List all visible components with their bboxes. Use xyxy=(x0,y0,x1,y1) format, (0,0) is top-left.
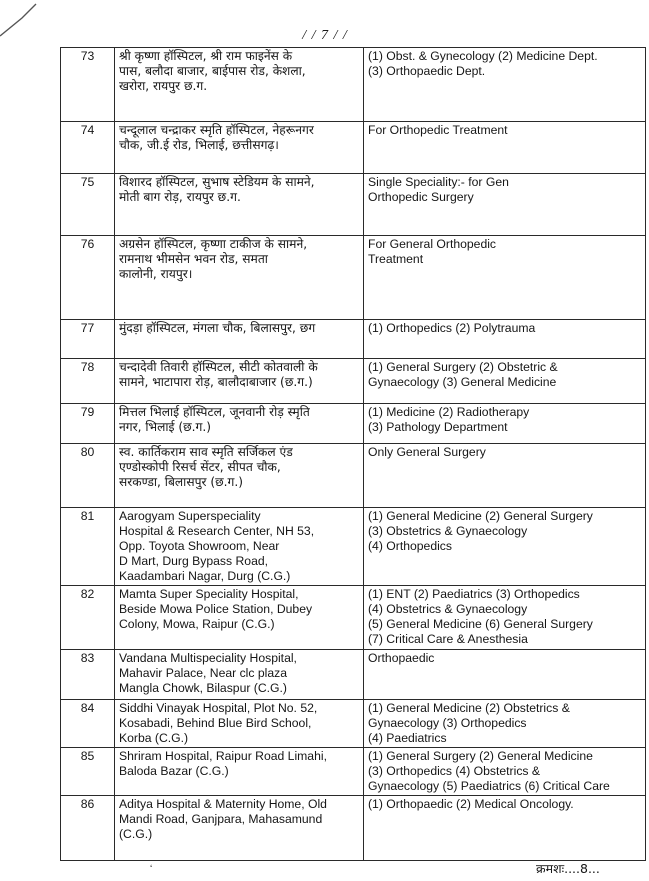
speciality-line: Treatment xyxy=(368,252,424,266)
table-row xyxy=(61,48,646,122)
address-line: Vandana Multispeciality Hospital, xyxy=(119,651,297,665)
speciality-line: For Orthopedic Treatment xyxy=(368,123,508,137)
hospital-table xyxy=(60,47,646,861)
address-line: (C.G.) xyxy=(119,827,153,841)
address-line: सामने, भाटापारा रोड़, बालौदाबाजार (छ.ग.) xyxy=(119,375,313,389)
speciality-cell xyxy=(364,650,646,700)
address-line: Siddhi Vinayak Hospital, Plot No. 52, xyxy=(119,701,318,715)
serial-number: 80 xyxy=(61,444,115,508)
hospital-name-address xyxy=(115,122,364,174)
speciality-line: (5) General Medicine (6) General Surgery xyxy=(368,617,593,631)
serial-number: 74 xyxy=(61,122,115,174)
hospital-name-address xyxy=(115,404,364,444)
speciality-cell xyxy=(364,700,646,748)
table-row xyxy=(61,748,646,796)
hospital-name-address xyxy=(115,796,364,861)
table-row xyxy=(61,586,646,650)
address-line: चन्दूलाल चन्द्राकर स्मृति हॉस्पिटल, नेहरूनगर xyxy=(119,123,314,137)
serial-number: 85 xyxy=(61,748,115,796)
serial-number: 73 xyxy=(61,48,115,122)
speciality-line: (3) Orthopaedic Dept. xyxy=(368,64,486,78)
address-line: स्व. कार्तिकराम साव स्मृति सर्जिकल एंड xyxy=(119,445,293,459)
speciality-cell xyxy=(364,586,646,650)
hospital-name-address xyxy=(115,748,364,796)
speciality-line: Single Speciality:- for Gen xyxy=(368,175,509,189)
speciality-line: (1) General Surgery (2) General Medicine xyxy=(368,749,593,763)
speciality-line: (3) Obstetrics & Gynaecology xyxy=(368,524,528,538)
address-line: चन्दादेवी तिवारी हॉस्पिटल, सीटी कोतवाली के xyxy=(119,360,318,374)
address-line: मुंदड़ा हॉस्पिटल, मंगला चौक, बिलासपुर, छग xyxy=(119,321,316,335)
speciality-line: (1) General Medicine (2) Obstetrics & xyxy=(368,701,570,715)
address-line: श्री कृष्णा हॉस्पिटल, श्री राम फाइनेंस के xyxy=(119,49,293,63)
address-line: एण्डोस्कोपी रिसर्च सेंटर, सीपत चौक, xyxy=(119,460,281,474)
speciality-line: (3) Orthopedics (4) Obstetrics & xyxy=(368,764,541,778)
speciality-cell xyxy=(364,748,646,796)
speciality-cell xyxy=(364,174,646,236)
serial-number: 86 xyxy=(61,796,115,861)
serial-number: 77 xyxy=(61,320,115,359)
speciality-line: Orthopedic Surgery xyxy=(368,190,474,204)
speciality-cell xyxy=(364,508,646,586)
hospital-name-address xyxy=(115,48,364,122)
serial-number: 83 xyxy=(61,650,115,700)
speciality-line: (4) Obstetrics & Gynaecology xyxy=(368,602,528,616)
address-line: पास, बलौदा बाजार, बाईपास रोड, केशला, xyxy=(119,64,306,78)
corner-mark-icon xyxy=(0,0,60,40)
speciality-cell xyxy=(364,444,646,508)
table-row xyxy=(61,508,646,586)
speciality-line: (1) ENT (2) Paediatrics (3) Orthopedics xyxy=(368,587,580,601)
serial-number: 84 xyxy=(61,700,115,748)
serial-number: 78 xyxy=(61,359,115,404)
speciality-cell xyxy=(364,122,646,174)
address-line: Kaadambari Nagar, Durg (C.G.) xyxy=(119,569,291,583)
hospital-name-address xyxy=(115,359,364,404)
address-line: Aditya Hospital & Maternity Home, Old xyxy=(119,797,327,811)
speciality-line: Gynaecology (3) Orthopedics xyxy=(368,716,527,730)
speciality-line: (4) Orthopedics xyxy=(368,539,452,553)
speciality-cell xyxy=(364,320,646,359)
speciality-cell xyxy=(364,359,646,404)
address-line: Beside Mowa Police Station, Dubey xyxy=(119,602,313,616)
address-line: कालोनी, रायपुर। xyxy=(119,267,193,281)
speciality-line: (1) Orthopaedic (2) Medical Oncology. xyxy=(368,797,574,811)
table-row xyxy=(61,174,646,236)
serial-number: 75 xyxy=(61,174,115,236)
address-line: चौक, जी.ई रोड, भिलाई, छत्तीसगढ़। xyxy=(119,138,279,152)
speciality-line: (1) General Surgery (2) Obstetric & xyxy=(368,360,558,374)
address-line: अग्रसेन हॉस्पिटल, कृष्णा टाकीज के सामने, xyxy=(119,237,308,251)
hospital-name-address xyxy=(115,444,364,508)
speciality-line: (3) Pathology Department xyxy=(368,420,508,434)
address-line: Colony, Mowa, Raipur (C.G.) xyxy=(119,617,275,631)
speciality-line: Only General Surgery xyxy=(368,445,486,459)
speciality-line: (4) Paediatrics xyxy=(368,731,447,745)
hospital-name-address xyxy=(115,236,364,320)
serial-number: 76 xyxy=(61,236,115,320)
serial-number: 81 xyxy=(61,508,115,586)
hospital-name-address xyxy=(115,508,364,586)
table-row xyxy=(61,359,646,404)
table-row xyxy=(61,122,646,174)
address-line: Baloda Bazar (C.G.) xyxy=(119,764,229,778)
table-row xyxy=(61,650,646,700)
address-line: Mandi Road, Ganjpara, Mahasamund xyxy=(119,812,323,826)
table-row xyxy=(61,236,646,320)
speciality-cell xyxy=(364,236,646,320)
speciality-line: For General Orthopedic xyxy=(368,237,497,251)
address-line: Korba (C.G.) xyxy=(119,731,189,745)
speciality-line: (1) General Medicine (2) General Surgery xyxy=(368,509,593,523)
hospital-name-address xyxy=(115,700,364,748)
address-line: D Mart, Durg Bypass Road, xyxy=(119,554,269,568)
address-line: खरोरा, रायपुर छ.ग. xyxy=(119,79,208,93)
hospital-name-address xyxy=(115,320,364,359)
speciality-line: (7) Critical Care & Anesthesia xyxy=(368,632,528,646)
address-line: Hospital & Research Center, NH 53, xyxy=(119,524,315,538)
speciality-line: (1) Orthopedics (2) Polytrauma xyxy=(368,321,536,335)
hospital-name-address xyxy=(115,174,364,236)
page-number: / / 7 / / xyxy=(302,28,348,43)
hospital-name-address xyxy=(115,650,364,700)
address-line: Opp. Toyota Showroom, Near xyxy=(119,539,280,553)
address-line: विशारद हॉस्पिटल, सुभाष स्टेडियम के सामने, xyxy=(119,175,315,189)
address-line: Kosabadi, Behind Blue Bird School, xyxy=(119,716,312,730)
table-row xyxy=(61,320,646,359)
address-line: मोती बाग रोड़, रायपुर छ.ग. xyxy=(119,190,241,204)
address-line: सरकण्डा, बिलासपुर (छ.ग.) xyxy=(119,475,244,489)
table-row xyxy=(61,796,646,861)
address-line: Mamta Super Speciality Hospital, xyxy=(119,587,299,601)
speciality-cell xyxy=(364,404,646,444)
table-row xyxy=(61,404,646,444)
pen-mark-icon: ʻ xyxy=(150,864,153,875)
speciality-line: Gynaecology (5) Paediatrics (6) Critical Care xyxy=(368,779,610,793)
address-line: Mangla Chowk, Bilaspur (C.G.) xyxy=(119,681,287,695)
serial-number: 82 xyxy=(61,586,115,650)
speciality-line: Orthopaedic xyxy=(368,651,435,665)
speciality-cell xyxy=(364,796,646,861)
serial-number: 79 xyxy=(61,404,115,444)
address-line: Aarogyam Superspeciality xyxy=(119,509,261,523)
address-line: मित्तल भिलाई हॉस्पिटल, जूनवानी रोड़ स्मृति xyxy=(119,405,310,419)
speciality-line: (1) Obst. & Gynecology (2) Medicine Dept. xyxy=(368,49,598,63)
address-line: Mahavir Palace, Near clc plaza xyxy=(119,666,287,680)
continuation-note: क्रमशः....8... xyxy=(536,861,600,876)
address-line: नगर, भिलाई (छ.ग.) xyxy=(119,420,212,434)
table-row xyxy=(61,444,646,508)
address-line: रामनाथ भीमसेन भवन रोड, समता xyxy=(119,252,268,266)
hospital-name-address xyxy=(115,586,364,650)
address-line: Shriram Hospital, Raipur Road Limahi, xyxy=(119,749,327,763)
speciality-line: Gynaecology (3) General Medicine xyxy=(368,375,557,389)
speciality-cell xyxy=(364,48,646,122)
table-row xyxy=(61,700,646,748)
speciality-line: (1) Medicine (2) Radiotherapy xyxy=(368,405,530,419)
